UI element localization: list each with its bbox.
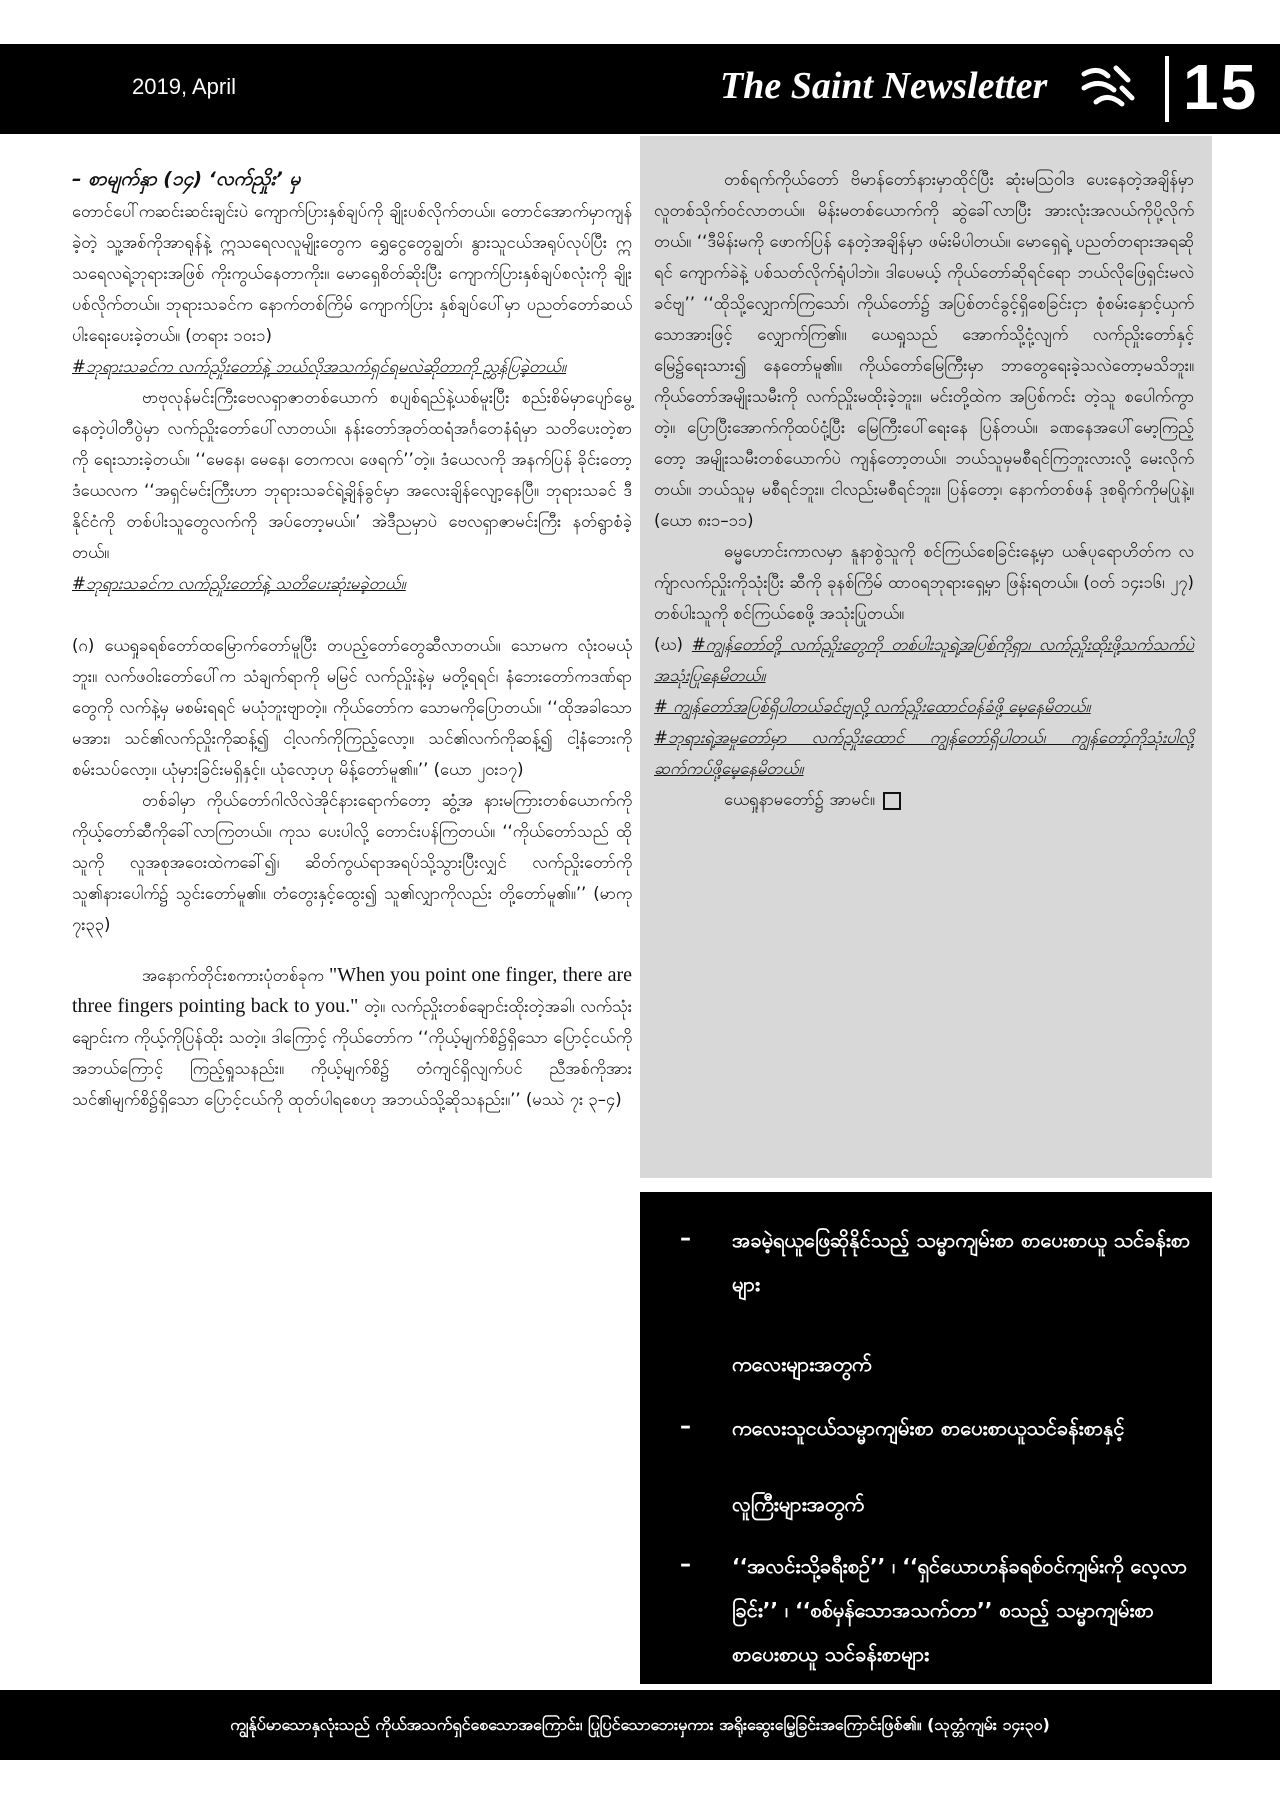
point-label: (ဃ) xyxy=(654,635,683,654)
courses-box xyxy=(640,1192,1212,1684)
issue-date: 2019, April xyxy=(132,74,236,99)
spacer xyxy=(72,599,632,630)
emphasis-line-dedicate: #ဘုရားရဲ့အမှုတော်မှာ လက်ညှိုးထောင် ကျွန်တော်ရှိပါတယ်၊ ကျွန်တော့်ကိုသုံးပါလို့ ဆက်ကပ်ဖို့မေ့နေမိတယ်။ xyxy=(654,728,1194,778)
saint-logo-icon xyxy=(1078,62,1138,120)
emphasis-line-confess: # ကျွန်တော်အပြစ်ရှိပါတယ်ခင်ဗျလို့ လက်ညှိုးထောင်ဝန်ခံဖို့ မေ့နေမိတယ်။ xyxy=(654,697,1091,716)
paragraph-point-d xyxy=(654,629,1194,691)
proverb-explanation: တဲ့။ လက်ညှိုးတစ်ချောင်းထိုးတဲ့အခါ၊ လက်သုံးချောင်းက ကိုယ့်ကိုပြန်ထိုး သတဲ့။ ဒါကြောင့် ကိုယ်တော်က ‘‘ကိုယ့်မျက်စိ၌ရှိသော ပြောင့်ငယ်ကို အဘယ်ကြောင့် ကြည့်ရှုသနည်း။ ကိုယ့်မျက်စိ၌ တံကျင်ရှိလျက်ပင် ညီအစ်ကိုအား သင်၏မျက်စိ၌ရှိသော ပြောင့်ငယ်ကို ထုတ်ပါရစေဟု အဘယ်သို့ဆိုသနည်း။’’ (မဿဲ ၇း ၃–၄) xyxy=(72,997,632,1109)
bullet-dash: – xyxy=(680,1414,691,1439)
spacer xyxy=(72,940,632,960)
continuation-heading: – စာမျက်နှာ (၁၄) ‘လက်ညှိုး’ မှ xyxy=(72,168,301,190)
footer-verse: ကျွန်ုပ်မာသောနှလုံးသည် ကိုယ်အသက်ရှင်စေသောအကြောင်း၊ ပြုပြင်သောဘေးမှကား အရိုးဆွေးမြေ့ခြင်းအကြောင်းဖြစ်၏။ (သုတ္တံကျမ်း ၁၄း၃၀) xyxy=(0,1690,1280,1760)
left-column xyxy=(72,164,632,1115)
page-header xyxy=(0,44,1280,134)
course-item-children: ကလေးသူငယ်သမ္မာကျမ်းစာ စာပေးစာယူသင်ခန်းစာနှင့် xyxy=(732,1416,1125,1440)
newsletter-title: The Saint Newsletter xyxy=(720,65,1048,107)
emphasis-line-blame: #ကျွန်တော်တို့ လက်ညှိုးတွေကို တစ်ပါးသူရဲ့အပြစ်ကိုရှာ၊ လက်ညှိုးထိုးဖို့သက်သက်ပဲ အသုံးပြုနေမိတယ်။ xyxy=(654,635,1194,685)
page-number: 15 xyxy=(1183,51,1259,123)
paragraph-proverb xyxy=(72,960,632,1115)
course-sub-adults: လူကြီးများအတွက် xyxy=(732,1492,865,1516)
paragraph-belshazzar: ဗာဗုလုန်မင်းကြီးဗေလရှာဇာတစ်ယောက် စပျစ်ရည်နဲ့ယစ်မူးပြီး စည်းစိမ်မှာပျော်မွေ့နေတဲ့ပါတီပွဲမှာ လက်ညှိုးတော်ပေါ်လာတယ်။ နန်းတော်အုတ်ထရံအင်္ဂတေနံရံမှာ သတိပေးတဲ့စာကို ရေးသားခဲ့တယ်။ ‘‘မေနေ၊ မေနေ၊ တေကလ၊ ဖေရက်’’တဲ့။ ဒံယေလကို အနက်ပြန် ခိုင်းတော့ ဒံယေလက ‘‘အရှင်မင်းကြီးဟာ ဘုရားသခင်ရဲ့ချိန်ခွင်မှာ အလေးချိန်လျော့နေပြီ။ ဘုရားသခင် ဒီနိုင်ငံကို တစ်ပါးသူတွေလက်ကို အပ်တော့မယ်။’ အဲဒီညမှာပဲ ဗေလရှာဇာမင်းကြီး နတ်ရွာစံခဲ့တယ်။ xyxy=(72,388,632,562)
bullet-dash: – xyxy=(680,1226,691,1251)
paragraph-tablets: တောင်ပေါ်ကဆင်းဆင်းချင်းပဲ ကျောက်ပြားနှစ်ချပ်ကို ချိုးပစ်လိုက်တယ်။ တောင်အောက်မှာကျန်ခဲ့တဲ့ သူ့အစ်ကိုအာရုန်နဲ့ ဣသရေလလူမျိုးတွေက ရွှေငွေတွေချွတ်၊ နွားသူငယ်အရုပ်လုပ်ပြီး ဣသရေလရဲ့ဘုရားအဖြစ် ကိုးကွယ်နေတာကိုး။ မောရှေစိတ်ဆိုးပြီး ကျောက်ပြားနှစ်ချပ်စလုံးကို ချိုးပစ်လိုက်တယ်။ ဘုရားသခင်က နောက်တစ်ကြိမ် ကျောက်ပြား နှစ်ချပ်ပေါ်မှာ ပညတ်တော်ဆယ်ပါးရေးပေးခဲ့တယ်။ (တရား ၁၀း၁) xyxy=(72,202,632,345)
emphasis-line-warn: #ဘုရားသခင်က လက်ညှိုးတော်နဲ့ သတိပေးဆုံးမခဲ့တယ်။ xyxy=(72,574,406,593)
course-sub-children: ကလေးများအတွက် xyxy=(732,1352,872,1376)
end-mark-icon xyxy=(883,792,901,810)
right-column xyxy=(654,164,1194,815)
course-item-adults: ‘‘အလင်းသို့ခရီးစဉ်’’ ၊ ‘‘ရှင်ယောဟန်ခရစ်ဝင်ကျမ်းကို လေ့လာခြင်း’’ ၊ ‘‘စစ်မှန်သောအသက်တာ’’ စသည့် သမ္မာကျမ်းစာ စာပေးစာယူ သင်ခန်းစာများ xyxy=(732,1554,1188,1666)
signoff-text: ယေရှုနာမတော်၌ အာမင်။ xyxy=(724,790,875,809)
paragraph-thomas: (ဂ) ယေရှုခရစ်တော်ထမြောက်တော်မူပြီး တပည့်တော်တွေဆီလာတယ်။ သောမက လုံးဝမယုံဘူး။ လက်ဖဝါးတော်ပေါ်က သံချက်ရာကို မမြင် လက်ညှိုးနဲ့မှ မတို့ရရင်၊ နံဘေးတော်ကဒဏ်ရာတွေကို လက်နဲ့မှ မစမ်းရရင် မယုံဘူးဗျာတဲ့။ ကိုယ်တော်က သောမကိုပြောတယ်။ ‘‘ထိုအခါသောမအား၊ သင်၏လက်ညှိုးကိုဆန့်၍ ငါ့လက်ကိုကြည့်လော့။ သင်၏လက်ကိုဆန့်၍ ငါ့နံဘေးကိုစမ်းသပ်လော့။ ယုံမှားခြင်းမရှိနှင့်။ ယုံလော့ဟု မိန့်တော်မူ၏။’’ (ယော ၂၀း၁၇) xyxy=(72,636,632,779)
course-item-free: အခမဲ့ရယူဖြေဆိုနိုင်သည့် သမ္မာကျမ်းစာ စာပေးစာယူ သင်ခန်းစာများ xyxy=(732,1228,1191,1296)
closing-prayer xyxy=(654,784,1194,815)
paragraph-leper: ဓမ္မဟောင်းကာလမှာ နူနာစွဲသူကို စင်ကြယ်စေခြင်းနေ့မှာ ယဇ်ပုရောဟိတ်က လက်ျာလက်ညှိုးကိုသုံးပြီး ဆီကို ခုနစ်ကြိမ် ထာဝရဘုရားရှေ့မှာ ဖြန်းရတယ်။ (ဝတ် ၁၄း၁၆၊ ၂၇) တစ်ပါးသူကို စင်ကြယ်စေဖို့ အသုံးပြုတယ်။ xyxy=(654,542,1194,623)
proverb-intro: အနောက်တိုင်းစကားပုံတစ်ခုက xyxy=(142,966,324,985)
proverb-english-quote: "When you point one finger, there are three fingers pointing back to you." xyxy=(72,964,633,1017)
paragraph-deaf-man: တစ်ခါမှာ ကိုယ်တော်ဂါလိလဲအိုင်နားရောက်တော့ ဆွံ့အ နားမကြားတစ်ယောက်ကို ကိုယ့်တော်ဆီကိုခေါ်လာကြတယ်။ ကုသ ပေးပါလို့ တောင်းပန်ကြတယ်။ ‘‘ကိုယ်တော်သည် ထိုသူကို လူအစုအဝေးထဲကခေါ်၍၊ ဆိတ်ကွယ်ရာအရပ်သို့သွားပြီးလျှင် လက်ညှိုးတော်ကို သူ၏နားပေါက်၌ သွင်းတော်မူ၏။ တံတွေးနှင့်ထွေး၍ သူ၏လျှာကိုလည်း တို့တော်မူ၏။’’ (မာကု ၇း၃၃) xyxy=(72,791,632,934)
emphasis-line-guide: #ဘုရားသခင်က လက်ညှိုးတော်နဲ့ ဘယ်လိုအသက်ရှင်ရမလဲဆိုတာကို ညွှန်ပြခဲ့တယ်။ xyxy=(72,357,567,376)
bullet-dash: – xyxy=(680,1552,691,1577)
header-divider xyxy=(1165,56,1169,122)
paragraph-adulteress: တစ်ရက်ကိုယ်တော် ဗိမာန်တော်နားမှာထိုင်ပြီး ဆုံးမသြဝါဒ ပေးနေတဲ့အချိန်မှာ လူတစ်သိုက်ဝင်လာတယ်။ မိန်းမတစ်ယောက်ကို ဆွဲခေါ်လာပြီး အားလုံးအလယ်ကိုပို့လိုက်တယ်။ ‘‘ဒီမိန်းမကို ဖောက်ပြန် နေတဲ့အချိန်မှာ ဖမ်းမိပါတယ်။ မောရှေရဲ့ ပညတ်တရားအရဆိုရင် ကျောက်ခဲနဲ့ ပစ်သတ်လိုက်ရုံပါဘဲ။ ဒါပေမယ့် ကိုယ်တော်ဆိုရင်ရော ဘယ်လိုဖြေရှင်းမလဲခင်ဗျ’’ ‘‘ထိုသို့လျှောက်ကြသော်၊ ကိုယ်တော်၌ အပြစ်တင်ခွင့်ရှိစေခြင်းငှာ စုံစမ်းနှောင့်ယှက်သောအားဖြင့် လျှောက်ကြ၏။ ယေရှုသည် အောက်သို့ငုံ့လျက် လက်ညှိုးတော်နှင့် မြေ၌ရေးသား၍ နေတော်မူ၏။ ကိုယ်တော်မြေကြီးမှာ ဘာတွေရေးခဲ့သလဲတော့မသိဘူး။ ကိုယ်တော်အမျိုးသမီးကို လက်ညှိုးမထိုးခဲ့ဘူး။ မင်းတို့ထဲက အပြစ်ကင်း တဲ့သူ စပေါက်ကွာတဲ့။ ပြောပြီးအောက်ကိုထပ်ငုံ့ပြီး မြေကြီးပေါ်ရေးနေ ပြန်တယ်။ ခဏနေအပေါ်မော့ကြည့်တော့ အမျိုးသမီးတစ်ယောက်ပဲ ကျန်တော့တယ်။ ဘယ်သူမှမစီရင်ကြဘူးလားလို့ မေးလိုက်တယ်။ ဘယ်သူမှ မစီရင်ဘူး။ ငါလည်းမစီရင်ဘူး။ ပြန်တော့၊ နောက်တစ်ဖန် ဒုစရိုက်ကိုမပြုနဲ့။ (ယော ၈း၁–၁၁) xyxy=(654,170,1194,530)
